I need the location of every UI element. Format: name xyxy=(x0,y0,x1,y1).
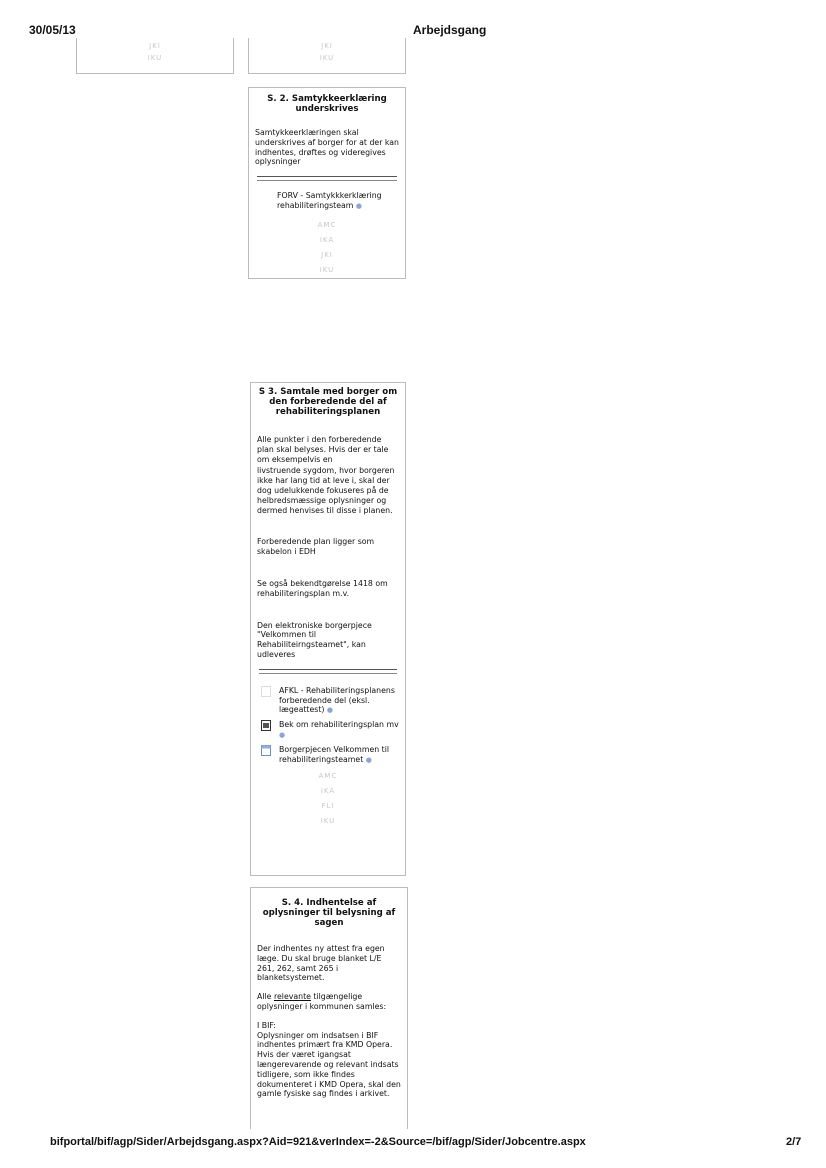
faint-label: AMC xyxy=(318,772,338,781)
faint-label: IKA xyxy=(319,235,335,244)
step-title: S 3. Samtale med borger om den forberedende del af rehabiliteringsplanen xyxy=(258,387,398,417)
step-text: Den elektroniske borgerpjece "Velkommen til Rehabiliteirngsteamet", kan udleveres xyxy=(257,620,372,659)
faint-label: IKU xyxy=(147,54,163,62)
text-fragment: Alle xyxy=(257,992,274,1002)
page-number: 2/7 xyxy=(786,1136,802,1148)
brochure-icon xyxy=(261,745,271,756)
faint-label: AMC xyxy=(317,220,337,229)
step-text: Se også bekendtgørelse 1418 om rehabiliteringsplan m.v. xyxy=(257,578,388,598)
step-text: Forberedende plan ligger som skabelon i EDH xyxy=(257,537,375,557)
faint-label: IKU xyxy=(319,265,335,274)
document-link[interactable] xyxy=(257,720,399,741)
step-subheading: I BIF: xyxy=(257,1020,276,1030)
faint-label: JKI xyxy=(321,42,333,50)
faint-label: IKU xyxy=(319,54,335,62)
arrow-icon: ● xyxy=(365,755,372,764)
link-text: Bek om rehabiliteringsplan mv xyxy=(279,720,399,730)
page-url: bifportal/bif/agp/Sider/Arbejdsgang.aspx?Aid=921&verIndex=-2&Source=/bif/agp/Sider/Jobcentre.aspx xyxy=(50,1136,586,1148)
step-box-3 xyxy=(250,382,406,876)
step-text: Der indhentes ny attest fra egen læge. Du skal bruge blanket L/E 261, 262, samt 265 i blanketsystemet. xyxy=(257,944,385,983)
prev-box-left xyxy=(76,38,234,74)
relevante-link[interactable]: relevante xyxy=(273,992,311,1002)
step-text: Samtykkeerklæringen skal underskrives af borger for at der kan indhentes, drøftes og videregives oplysninger xyxy=(255,128,399,167)
link-text: AFKL - Rehabiliteringsplanens forberedende del (eksl. lægeattest) xyxy=(279,685,395,715)
step-text xyxy=(257,992,401,1012)
faint-label: JKI xyxy=(321,250,333,259)
document-link[interactable] xyxy=(257,745,399,766)
step-title: S. 2. Samtykkeerklæring underskrives xyxy=(267,94,387,114)
link-text: FORV - Samtykkkerklæring rehabiliteringsteam xyxy=(277,191,382,210)
link-text: Borgerpjecen Velkommen til rehabiliteringsteamet xyxy=(279,744,390,764)
step-box-4 xyxy=(250,887,408,1129)
law-document-icon xyxy=(261,720,271,731)
step-title: S. 4. Indhentelse af oplysninger til belysning af sagen xyxy=(262,898,396,928)
print-date: 30/05/13 xyxy=(29,23,76,37)
faint-label: JKI xyxy=(149,42,161,50)
step-text: Alle punkter i den forberedende plan skal belyses. Hvis der er tale om eksempelvis en xyxy=(257,435,389,464)
faint-label: FLI xyxy=(321,802,335,811)
step-text: livstruende sygdom, hvor borgeren ikke har lang tid at leve i, skal der dog udelukkende fokuseres på de helbredsmæssige oplysninger og dermed henvises til disse i planen. xyxy=(257,466,395,515)
print-title: Arbejdsgang xyxy=(413,23,487,37)
arrow-icon: ● xyxy=(355,201,362,210)
step-box-2 xyxy=(248,87,406,279)
prev-box-right xyxy=(248,38,406,74)
step-text: Oplysninger om indsatsen i BIF indhentes primært fra KMD Opera. Hvis der været igangsat længerevarende og relevant indsats tidligere, som ikke findes dokumenteret i KMD Opera, skal den gamle fysiske sag findes i arkivet. xyxy=(257,1030,401,1099)
faint-label: IKA xyxy=(320,787,336,796)
document-icon xyxy=(261,686,271,697)
text-fragment: tilgængelige oplysninger i kommunen samles: xyxy=(257,992,387,1011)
divider xyxy=(257,176,397,181)
divider xyxy=(259,669,397,674)
document-link[interactable] xyxy=(255,191,399,212)
arrow-icon: ● xyxy=(326,706,334,715)
document-link[interactable] xyxy=(257,686,399,716)
faint-label: IKU xyxy=(320,817,336,826)
arrow-icon: ● xyxy=(279,730,286,739)
